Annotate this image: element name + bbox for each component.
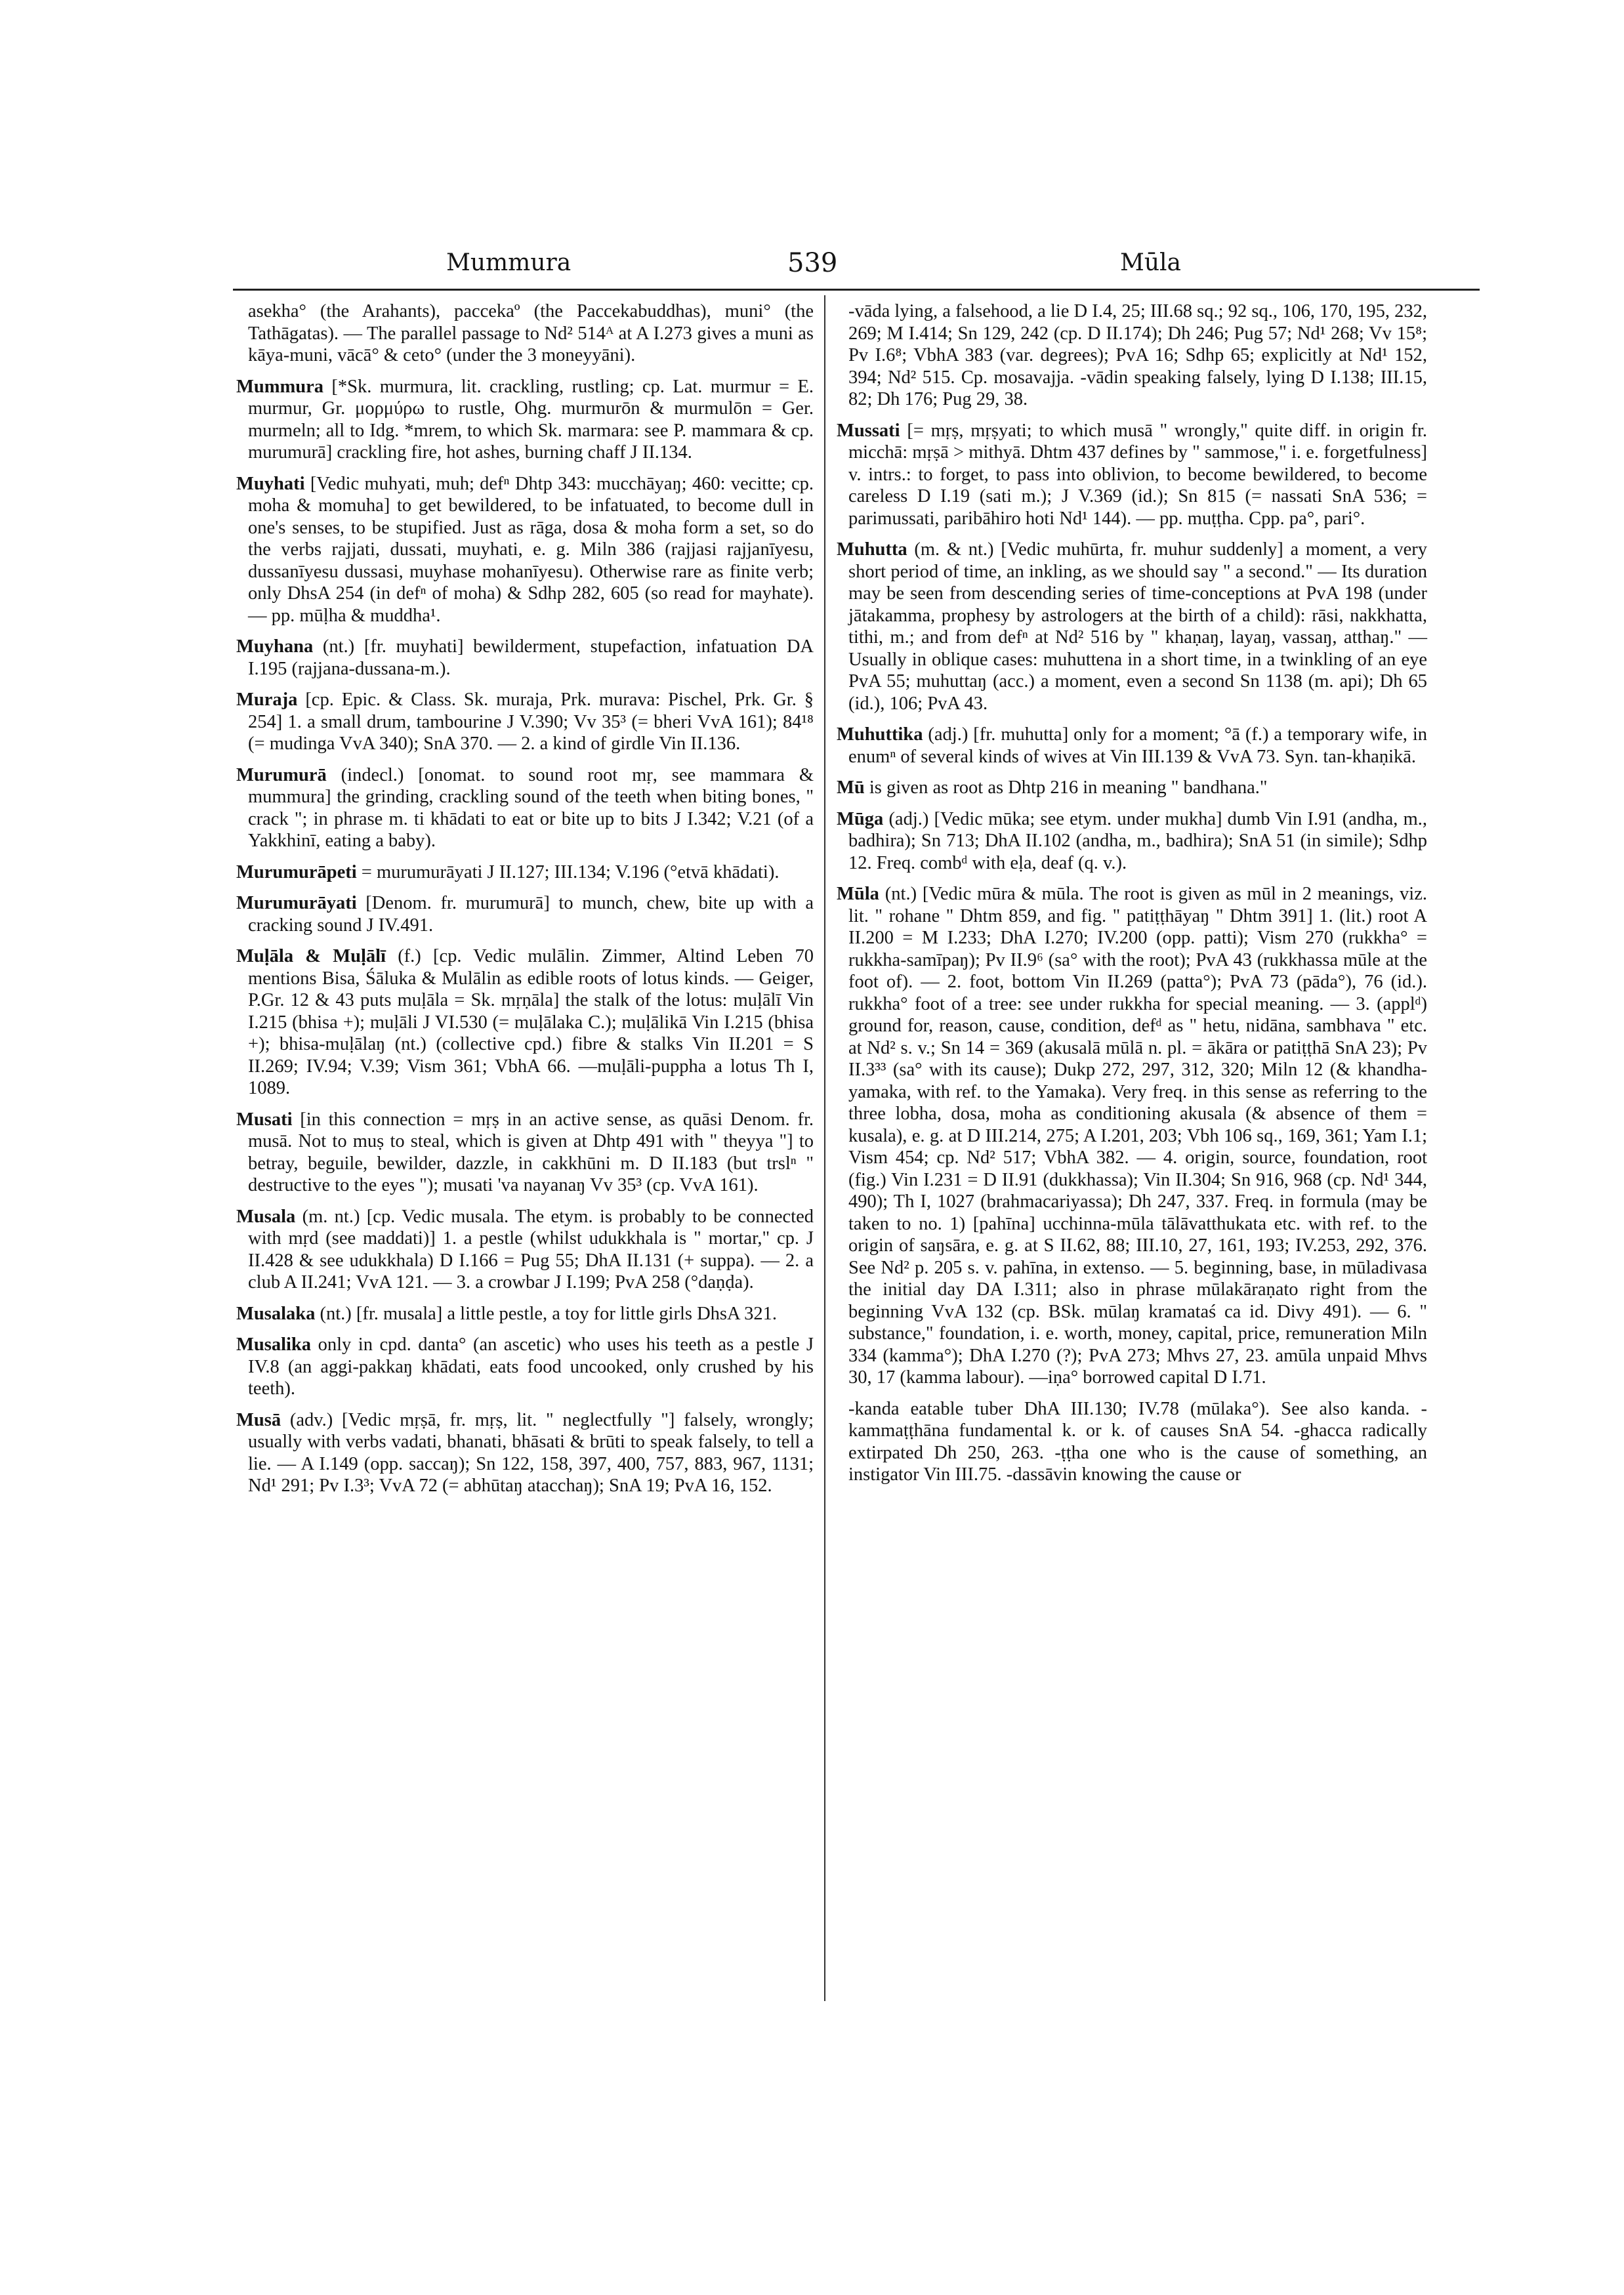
dictionary-entry [236, 892, 814, 936]
header-right-guideword: Mūla [1119, 249, 1181, 276]
entry-text: is given as root as Dhtp 216 in meaning " bandhana." [869, 777, 1268, 798]
dictionary-entry [236, 764, 814, 852]
entry-text: [Vedic muhyati, muh; defⁿ Dhtp 343: mucchāyaŋ; 460: vecitte; cp. moha & momuha] to get bewildered, to be infatuated, to become dull in one's senses, to be stupified. Just as rāga, dosa & moha form a set, so do the verbs rajjati, dussati, muyhati, e. g. Miln 386 (rajjasi rajjanīyesu, dussanīyesu dussasi, muyhase mohanīyesu). Otherwise rare as finite verb; only DhsA 254 (in defⁿ of moha) & Sdhp 282, 605 (so read for mayhate). — pp. mūḷha & muddha¹. [248, 473, 814, 626]
entry-text: [*Sk. murmura, lit. crackling, rustling; cp. Lat. murmur = E. murmur, Gr. μορμύρω to rustle, Ohg. murmurōn & murmulōn = Ger. murmeln; all to Idg. *mrem, to which Sk. marmara: see P. mammara & cp. murumurā] crackling fire, hot ashes, burning chaff J II.134. [248, 376, 814, 463]
entry-headword: Mū [837, 777, 865, 798]
entry-text: -vāda lying, a falsehood, a lie D I.4, 25; III.68 sq.; 92 sq., 106, 170, 195, 232, 269; M I.414; Sn 129, 242 (cp. D II.174); Dh 246; Pug 57; Nd¹ 268; Vv 15⁸; Pv I.6⁸; VbhA 383 (var. degrees); PvA 16; Sdhp 65; explicitly at Nd¹ 152, 394; Nd² 515. Cp. mosavajja. -vādin speaking falsely, lying D I.138; III.15, 82; Dh 176; Pug 29, 38. [848, 301, 1427, 409]
entry-text: [cp. Epic. & Class. Sk. muraja, Prk. murava: Pischel, Prk. Gr. § 254] 1. a small drum, tambourine J V.390; Vv 35³ (= bheri VvA 161); 84¹⁸ (= mudinga VvA 340); SnA 370. — 2. a kind of girdle Vin II.136. [248, 690, 814, 754]
entry-headword: Mūla [837, 884, 879, 904]
entry-headword: Muyhana [236, 636, 314, 657]
entry-headword: Musā [236, 1409, 281, 1430]
entry-text: (nt.) [fr. muyhati] bewilderment, stupefaction, infatuation DA I.195 (rajjana-dussana-m.). [248, 636, 814, 679]
entry-text: (m. & nt.) [Vedic muhūrta, fr. muhur suddenly] a moment, a very short period of time, an inkling, as we should say " a second." — Its duration may be seen from descending series of time-conceptions at PvA 198 (under jātakamma, prophesy by astrologers at the birth of a child): rāsi, nakkhatta, tithi, m.; and from defⁿ at Nd² 516 by " khaṇaŋ, layaŋ, vassaŋ, atthaŋ." — Usually in oblique cases: muhuttena in a short time, in a twinkling of an eye PvA 55; muhuttaŋ (acc.) a moment, even a second Sn 1138 (m. api); Dh 65 (id.), 106; PvA 43. [848, 539, 1428, 714]
dictionary-entry [837, 539, 1427, 714]
right-column [837, 300, 1427, 1495]
entry-headword: Murumurāyati [236, 893, 357, 913]
entry-headword: Muyhati [236, 473, 305, 494]
entry-headword: Murumurā [236, 764, 327, 785]
left-column [236, 300, 814, 1506]
entry-headword: Muraja [236, 690, 298, 710]
header-rule [233, 289, 1480, 291]
entry-headword: Murumurāpeti [236, 861, 357, 882]
dictionary-entry [236, 1206, 814, 1294]
dictionary-entry [837, 883, 1427, 1389]
dictionary-entry [236, 1409, 814, 1497]
entry-text: (nt.) [Vedic mūra & mūla. The root is given as mūl in 2 meanings, viz. lit. " rohane " Dhtm 859, and fig. " patiṭṭhāyaŋ " Dhtm 391] 1. (lit.) root A II.200 = M I.233; DhA I.270; IV.200 (opp. patti); Vism 270 (rukkha° = rukkha-samīpaŋ); Pv II.9⁶ (sa° with the root); PvA 43 (rukkhassa mūle at the foot of). — 2. foot, bottom Vin II.269 (patta°); PvA 73 (pāda°), 76 (id.). rukkha° foot of a tree: see under rukkha for special meaning. — 3. (applᵈ) ground for, reason, cause, condition, defᵈ as " hetu, nidāna, sambhava " etc. at Nd² s. v.; Sn 14 = 369 (akusalā mūlā n. pl. = ākāra or patiṭṭhā SnA 23); Pv II.3³³ (sa° with its cause); Dukp 272, 297, 312, 320; Miln 12 (& khandha-yamaka, with ref. to the Yamaka). Very freq. in this sense as referring to the three lobha, dosa, moha as conditioning akusala (& absence of them = kusala), e. g. at D III.214, 275; A I.201, 203; Vbh 106 sq., 169, 361; Yam I.1; Vism 454; cp. Nd² 517; VbhA 382. — 4. origin, source, foundation, root (fig.) Vin I.231 = D II.91 (dukkhassa); Vin II.304; Sn 916, 968 (cp. Nd¹ 344, 490); Th I, 1027 (brahmacariyassa); Dh 247, 337. Freq. in formula (may be taken to no. 1) [pahīna] ucchinna-mūla tālāvatthukata etc. with ref. to the origin of saŋsāra, e. g. at S II.62, 88; III.10, 27, 161, 193; IV.253, 292, 376. See Nd² p. 205 s. v. pahīna, in extenso. — 5. beginning, base, in mūladivasa the initial day DA I.311; also in phrase mūlakāraṇato right from the beginning VvA 132 (cp. BSk. mūlaŋ kramataś ca id. Divy 491). — 6. " substance," foundation, i. e. worth, money, capital, price, remuneration Miln 334 (kamma°); DhA I.270 (?); PvA 273; Mhvs 27, 23. amūla unpaid Mhvs 30, 17 (kamma labour). —iṇa° borrowed capital D I.71. [848, 884, 1427, 1388]
dictionary-entry [837, 724, 1427, 768]
dictionary-entry [837, 808, 1427, 875]
header-left-guideword: Mummura [446, 249, 572, 276]
entry-headword: Muḷāla & Muḷālī [236, 946, 386, 966]
dictionary-entry [236, 376, 814, 464]
entry-text: (adj.) [fr. muhutta] only for a moment; °ā (f.) a temporary wife, in enumⁿ of several kinds of wives at Vin III.139 & VvA 73. Syn. tan-khaṇikā. [848, 724, 1428, 767]
entry-headword: Muhuttika [837, 724, 923, 745]
entry-text: (f.) [cp. Vedic mulālin. Zimmer, Altind Leben 70 mentions Bisa, Śāluka & Mulālin as edible roots of lotus kinds. — Geiger, P.Gr. 12 & 43 puts muḷāla = Sk. mṛṇāla] the stalk of the lotus: muḷālī Vin I.215 (bhisa +); muḷāli J VI.530 (= muḷālaka C.); muḷālikā Vin I.215 (bhisa +); bhisa-muḷālaŋ (nt.) (collective cpd.) fibre & stalks Vin II.201 = S II.269; IV.94; V.39; Vism 361; VbhA 66. —muḷāli-puppha a lotus Th I, 1089. [248, 946, 814, 1098]
dictionary-entry [837, 1398, 1427, 1486]
entry-headword: Musalaka [236, 1303, 316, 1324]
dictionary-entry [837, 420, 1427, 530]
entry-text: (adv.) [Vedic mṛṣā, fr. mṛṣ, lit. " neglectfully "] falsely, wrongly; usually with verbs vadati, bhanati, bhāsati & brūti to speak falsely, to tell a lie. — A I.149 (opp. saccaŋ); Sn 122, 158, 397, 400, 757, 883, 967, 1131; Nd¹ 291; Pv I.3³; VvA 72 (= abhūtaŋ atacchaŋ); SnA 19; PvA 16, 152. [248, 1409, 814, 1496]
column-divider [824, 295, 825, 2001]
dictionary-entry [236, 1303, 814, 1325]
entry-text: [in this connection = mṛṣ in an active sense, as quāsi Denom. fr. musā. Not to muṣ to steal, which is given at Dhtp 491 with " theyya "] to betray, beguile, bewilder, dazzle, in cakkhūni m. D II.183 (but trslⁿ " destructive to the eyes "); musati 'va nayanaŋ Vv 35³ (cp. VvA 161). [248, 1109, 814, 1195]
dictionary-entry [236, 300, 814, 367]
entry-headword: Muhutta [837, 539, 907, 560]
dictionary-entry [236, 945, 814, 1100]
entry-text: (m. nt.) [cp. Vedic musala. The etym. is probably to be connected with mṛd (see maddati)] 1. a pestle (whilst udukkhala is " mortar," cp. J II.428 & see udukkhala) D I.166 = Pug 55; DhA II.131 (+ suppa). — 2. a club A II.241; VvA 121. — 3. a crowbar J I.199; PvA 258 (°daṇḍa). [248, 1206, 814, 1292]
entry-text: [Denom. fr. murumurā] to munch, chew, bite up with a cracking sound J IV.491. [248, 893, 814, 936]
dictionary-entry [236, 861, 814, 884]
entry-headword: Musati [236, 1109, 293, 1130]
dictionary-entry [236, 1109, 814, 1197]
dictionary-entry [236, 689, 814, 755]
entry-text: asekha° (the Arahants), paccekaº (the Paccekabuddhas), muni° (the Tathāgatas). — The parallel passage to Nd² 514ᴬ at A I.273 gives a muni as kāya-muni, vācā° & ceto° (under the 3 moneyyāni). [248, 301, 814, 365]
page-number: 539 [787, 248, 838, 278]
entry-text: only in cpd. danta° (an ascetic) who uses his teeth as a pestle J IV.8 (an aggi-pakkaŋ khādati, eats food uncooked, only crushed by his teeth). [248, 1334, 814, 1399]
entry-headword: Mūga [837, 808, 884, 829]
entry-text: (nt.) [fr. musala] a little pestle, a toy for little girls DhsA 321. [320, 1303, 778, 1324]
entry-text: (adj.) [Vedic mūka; see etym. under mukha] dumb Vin I.91 (andha, m., badhira); Sn 713; DhA II.102 (andha, m., badhira); SnA 51 (in simile); Sdhp 12. Freq. combᵈ with eḷa, deaf (q. v.). [848, 808, 1428, 873]
entry-text: (indecl.) [onomat. to sound root mṛ, see mammara & mummura] the grinding, crackling sound of the teeth when biting bones, " crack "; in phrase m. ti khādati to eat or bite up to bits J I.342; V.21 (of a Yakkhinī, eating a baby). [248, 764, 814, 851]
entry-text: -kanda eatable tuber DhA III.130; IV.78 (mūlaka°). See also kanda. -kammaṭṭhāna fundamental k. or k. of causes SnA 54. -ghacca radically extirpated Dh 250, 263. -ṭṭha one who is the cause of something, an instigator Vin III.75. -dassāvin knowing the cause or [848, 1398, 1427, 1485]
entry-headword: Musala [236, 1206, 296, 1227]
dictionary-entry [236, 1334, 814, 1400]
running-header [446, 249, 1181, 282]
entry-headword: Mussati [837, 420, 900, 441]
entry-headword: Musalika [236, 1334, 312, 1355]
dictionary-entry [236, 473, 814, 627]
dictionary-entry [236, 636, 814, 680]
dictionary-entry [837, 300, 1427, 411]
entry-headword: Mummura [236, 376, 323, 397]
entry-text: = murumurāyati J II.127; III.134; V.196 (°etvā khādati). [361, 861, 780, 882]
entry-text: [= mṛṣ, mṛṣyati; to which musā " wrongly," quite diff. in origin fr. micchā: mṛṣā > mithyā. Dhtm 437 defines by " sammose," i. e. forgetfulness] v. intrs.: to forget, to pass into oblivion, to become bewildered, to become careless D I.19 (sati m.); J V.369 (id.); Sn 815 (= nassati SnA 536; = parimussati, paribāhiro hoti Nd¹ 144). — pp. muṭṭha. Cpp. pa°, pari°. [848, 420, 1427, 529]
dictionary-entry [837, 777, 1427, 799]
